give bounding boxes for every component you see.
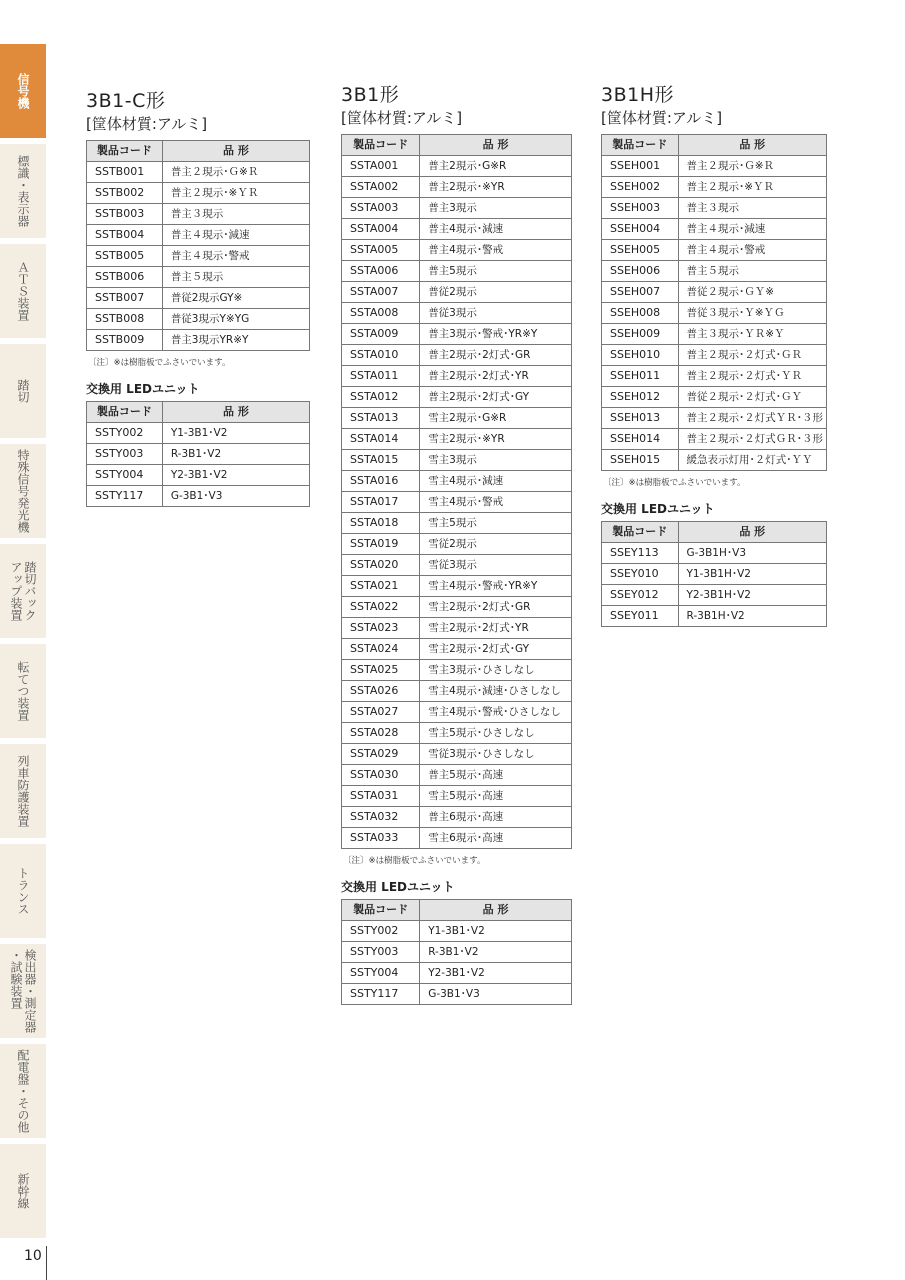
product-code-cell: SSEH009 [602,324,679,345]
product-code-cell: SSEH001 [602,156,679,177]
column-header-name: 品 形 [162,402,309,423]
table-row [342,240,572,261]
table-row [602,408,827,429]
product-name-cell: 普主5現示･高速 [420,765,572,786]
product-code-cell: SSTY002 [342,921,420,942]
product-name-cell: 普主2現示･G※R [420,156,572,177]
table-row [342,177,572,198]
table-row [342,921,572,942]
table-row [342,513,572,534]
sidebar-tab-label: 新幹線 [16,1173,30,1209]
product-name-cell: 雪主5現示･ひさしなし [420,723,572,744]
table-row [602,156,827,177]
product-code-cell: SSTB005 [87,246,163,267]
table-row [342,963,572,984]
product-name-cell: 雪主2現示･2灯式･GY [420,639,572,660]
product-code-cell: SSEH002 [602,177,679,198]
product-name-cell: Y2-3B1･V2 [162,465,309,486]
model-title: 3B1-C形 [86,90,166,112]
column-header-code: 製品コード [602,522,679,543]
product-name-cell: 緩急表示灯用･２灯式･ＹＹ [678,450,827,471]
product-code-cell: SSTB006 [87,267,163,288]
table-row [602,366,827,387]
table-row [342,702,572,723]
sidebar-tab-8[interactable] [0,844,46,938]
product-code-cell: SSEH015 [602,450,679,471]
product-name-cell: 普主4現示･減速 [420,219,572,240]
product-code-cell: SSTA005 [342,240,420,261]
product-code-cell: SSTA028 [342,723,420,744]
table-row [602,282,827,303]
sidebar-tab-5[interactable] [0,544,46,638]
product-name-cell: 普主2現示･2灯式･GY [420,387,572,408]
table-row [87,204,310,225]
product-name-cell: 雪従3現示 [420,555,572,576]
product-name-cell: 雪主4現示･警戒 [420,492,572,513]
product-name-cell: 雪従3現示･ひさしなし [420,744,572,765]
model-title: 3B1形 [341,84,400,106]
table-row [342,618,572,639]
column-header-code: 製品コード [342,135,420,156]
sidebar-tab-label: 信号機 [16,73,30,109]
product-name-cell: 普従３現示･Ｙ※ＹＧ [678,303,827,324]
table-row [342,198,572,219]
sidebar-tab-label: 特殊信号発光機 [16,449,30,533]
product-name-cell: 普主5現示 [420,261,572,282]
product-name-cell: 普主3現示･警戒･YR※Y [420,324,572,345]
product-name-cell: 普主４現示･減速 [678,219,827,240]
table-row [342,366,572,387]
table-row [602,345,827,366]
table-row [87,246,310,267]
product-name-cell: 雪主4現示･減速･ひさしなし [420,681,572,702]
led-unit-heading: 交換用 LEDユニット [86,382,200,396]
product-code-cell: SSTA009 [342,324,420,345]
table-row [87,309,310,330]
table-row [342,492,572,513]
product-code-cell: SSEY113 [602,543,679,564]
sidebar-tab-label: 列車防護装置 [16,755,30,827]
table-row [602,564,827,585]
table-row [87,423,310,444]
model-title: 3B1H形 [601,84,674,106]
footnote: 〔注〕※は樹脂板でふさいでいます。 [343,856,486,866]
column-header-name: 品 形 [420,900,572,921]
product-name-cell: 普従3現示Y※YG [162,309,309,330]
sidebar-tab-7[interactable] [0,744,46,838]
table-header-row [87,141,310,162]
table-row [342,765,572,786]
sidebar-tab-0[interactable] [0,44,46,138]
product-name-cell: 普主５現示 [162,267,309,288]
product-code-cell: SSTA026 [342,681,420,702]
product-name-cell: 普従2現示GY※ [162,288,309,309]
product-code-cell: SSTB003 [87,204,163,225]
product-name-cell: Y1-3B1･V2 [420,921,572,942]
table-row [342,660,572,681]
table-row [342,261,572,282]
sidebar-tab-label: 検出器・測定器 ・試験装置 [9,949,37,1033]
table-row [87,465,310,486]
product-code-cell: SSTA021 [342,576,420,597]
table-row [342,807,572,828]
table-row [602,303,827,324]
product-code-cell: SSTY003 [342,942,420,963]
sidebar-tab-11[interactable] [0,1144,46,1238]
column-header-name: 品 形 [678,135,827,156]
product-name-cell: 普主４現示･警戒 [678,240,827,261]
product-name-cell: 雪主2現示･※YR [420,429,572,450]
product-name-cell: Y2-3B1H･V2 [678,585,827,606]
product-code-cell: SSEY011 [602,606,679,627]
table-row [87,225,310,246]
column-header-name: 品 形 [162,141,309,162]
product-code-cell: SSTA014 [342,429,420,450]
product-code-cell: SSEH014 [602,429,679,450]
sidebar-tab-1[interactable] [0,144,46,238]
product-code-cell: SSTY003 [87,444,163,465]
sidebar-tab-9[interactable] [0,944,46,1038]
product-name-cell: 普主２現示･２灯式ＧＲ･３形 [678,429,827,450]
table-row [342,597,572,618]
product-name-cell: 普主４現示･減速 [162,225,309,246]
table-row [87,183,310,204]
table-row [87,444,310,465]
column-header-name: 品 形 [420,135,572,156]
table-row [602,387,827,408]
product-name-cell: 普主4現示･警戒 [420,240,572,261]
product-table [601,134,827,471]
product-code-cell: SSTA019 [342,534,420,555]
product-name-cell: 雪主4現示･警戒･ひさしなし [420,702,572,723]
product-name-cell: 普主3現示YR※Y [162,330,309,351]
table-row [342,429,572,450]
led-unit-table [86,401,310,507]
sidebar-tab-label: 踏切バック アップ装置 [9,561,37,621]
sidebar-tab-2[interactable] [0,244,46,338]
product-code-cell: SSTA012 [342,387,420,408]
table-row [342,786,572,807]
product-name-cell: 普主４現示･警戒 [162,246,309,267]
product-name-cell: 普主２現示･２灯式ＹＲ･３形 [678,408,827,429]
column-header-code: 製品コード [342,900,420,921]
housing-material: [筐体材質:アルミ] [341,109,463,127]
footnote: 〔注〕※は樹脂板でふさいでいます。 [88,358,231,368]
product-code-cell: SSTA020 [342,555,420,576]
table-row [342,219,572,240]
product-code-cell: SSTY004 [87,465,163,486]
product-name-cell: G-3B1H･V3 [678,543,827,564]
sidebar-tab-3[interactable] [0,344,46,438]
product-code-cell: SSTA016 [342,471,420,492]
product-code-cell: SSTA008 [342,303,420,324]
product-code-cell: SSEH003 [602,198,679,219]
product-name-cell: 雪主2現示･2灯式･YR [420,618,572,639]
housing-material: [筐体材質:アルミ] [601,109,723,127]
sidebar-tab-label: ＡＴＳ装置 [16,261,30,321]
table-row [342,681,572,702]
product-code-cell: SSTA022 [342,597,420,618]
sidebar-tab-label: 踏切 [16,379,30,403]
sidebar-tab-4[interactable] [0,444,46,538]
product-code-cell: SSTB001 [87,162,163,183]
product-code-cell: SSTA004 [342,219,420,240]
product-code-cell: SSTA032 [342,807,420,828]
product-name-cell: 雪主6現示･高速 [420,828,572,849]
product-name-cell: 普主２現示･※ＹＲ [162,183,309,204]
product-name-cell: 雪主4現示･減速 [420,471,572,492]
product-name-cell: 雪従2現示 [420,534,572,555]
table-row [342,555,572,576]
table-row [342,387,572,408]
column-header-code: 製品コード [87,141,163,162]
product-code-cell: SSTA013 [342,408,420,429]
table-row [602,261,827,282]
table-row [342,576,572,597]
product-name-cell: 雪主4現示･警戒･YR※Y [420,576,572,597]
product-name-cell: 雪主5現示 [420,513,572,534]
table-row [342,450,572,471]
product-name-cell: 雪主3現示 [420,450,572,471]
product-table [86,140,310,351]
product-code-cell: SSEH007 [602,282,679,303]
table-row [602,450,827,471]
product-code-cell: SSTA023 [342,618,420,639]
product-code-cell: SSTY117 [87,486,163,507]
product-code-cell: SSEH012 [602,387,679,408]
footnote: 〔注〕※は樹脂板でふさいでいます。 [603,478,746,488]
product-code-cell: SSTY004 [342,963,420,984]
product-name-cell: 普主３現示･ＹＲ※Ｙ [678,324,827,345]
product-name-cell: G-3B1･V3 [420,984,572,1005]
product-name-cell: 普主２現示･Ｇ※Ｒ [162,162,309,183]
table-row [342,471,572,492]
product-code-cell: SSTB004 [87,225,163,246]
table-header-row [342,900,572,921]
product-name-cell: G-3B1･V3 [162,486,309,507]
table-row [87,288,310,309]
product-name-cell: R-3B1･V2 [420,942,572,963]
led-unit-heading: 交換用 LEDユニット [341,880,455,894]
product-code-cell: SSTB007 [87,288,163,309]
housing-material: [筐体材質:アルミ] [86,115,208,133]
table-header-row [602,135,827,156]
product-name-cell: 普主３現示 [678,198,827,219]
table-row [342,534,572,555]
product-code-cell: SSTA024 [342,639,420,660]
product-name-cell: 普主５現示 [678,261,827,282]
table-row [342,303,572,324]
product-code-cell: SSEH010 [602,345,679,366]
column-header-code: 製品コード [87,402,163,423]
product-code-cell: SSEY012 [602,585,679,606]
product-name-cell: R-3B1H･V2 [678,606,827,627]
product-code-cell: SSTA030 [342,765,420,786]
product-code-cell: SSTB008 [87,309,163,330]
table-row [342,744,572,765]
led-unit-table [601,521,827,627]
product-code-cell: SSEY010 [602,564,679,585]
product-code-cell: SSTY117 [342,984,420,1005]
product-code-cell: SSTA031 [342,786,420,807]
table-row [342,156,572,177]
table-row [342,942,572,963]
product-name-cell: Y1-3B1･V2 [162,423,309,444]
column-header-code: 製品コード [602,135,679,156]
product-name-cell: 雪主3現示･ひさしなし [420,660,572,681]
product-name-cell: 普主2現示･※YR [420,177,572,198]
product-code-cell: SSTA033 [342,828,420,849]
product-name-cell: 普主3現示 [420,198,572,219]
product-code-cell: SSTA002 [342,177,420,198]
product-code-cell: SSTA025 [342,660,420,681]
product-code-cell: SSTA029 [342,744,420,765]
table-row [602,324,827,345]
sidebar-tab-label: 標識・表示器 [16,155,30,227]
product-code-cell: SSEH006 [602,261,679,282]
column-header-name: 品 形 [678,522,827,543]
product-code-cell: SSTA015 [342,450,420,471]
table-row [342,984,572,1005]
product-code-cell: SSTA027 [342,702,420,723]
table-row [602,429,827,450]
table-row [342,408,572,429]
product-name-cell: Y1-3B1H･V2 [678,564,827,585]
product-name-cell: 普主2現示･2灯式･GR [420,345,572,366]
product-code-cell: SSEH013 [602,408,679,429]
led-unit-table [341,899,572,1005]
product-name-cell: 雪主2現示･G※R [420,408,572,429]
product-code-cell: SSTA006 [342,261,420,282]
product-name-cell: 普主２現示･Ｇ※Ｒ [678,156,827,177]
table-row [87,330,310,351]
column-3b1 [341,84,572,1005]
table-row [602,240,827,261]
table-row [342,345,572,366]
product-name-cell: 普主6現示･高速 [420,807,572,828]
table-row [602,543,827,564]
table-header-row [87,402,310,423]
product-code-cell: SSEH004 [602,219,679,240]
product-code-cell: SSTA003 [342,198,420,219]
column-3b1h [601,84,827,627]
product-name-cell: 普従2現示 [420,282,572,303]
product-name-cell: 普主２現示･２灯式･ＹＲ [678,366,827,387]
table-row [602,585,827,606]
table-row [87,162,310,183]
product-code-cell: SSTB009 [87,330,163,351]
sidebar-tab-6[interactable] [0,644,46,738]
product-code-cell: SSTA018 [342,513,420,534]
product-name-cell: R-3B1･V2 [162,444,309,465]
product-name-cell: 雪主5現示･高速 [420,786,572,807]
product-code-cell: SSEH005 [602,240,679,261]
table-row [342,723,572,744]
table-row [602,198,827,219]
product-code-cell: SSTA001 [342,156,420,177]
product-code-cell: SSTY002 [87,423,163,444]
table-row [87,486,310,507]
product-code-cell: SSTA010 [342,345,420,366]
product-table [341,134,572,849]
sidebar-tab-label: トランス [16,867,30,915]
product-name-cell: Y2-3B1･V2 [420,963,572,984]
product-name-cell: 普主２現示･２灯式･ＧＲ [678,345,827,366]
product-code-cell: SSTA017 [342,492,420,513]
table-row [342,639,572,660]
sidebar-tab-label: 配電盤・その他 [16,1049,30,1133]
product-name-cell: 普主2現示･2灯式･YR [420,366,572,387]
table-header-row [602,522,827,543]
column-3b1c [86,90,310,507]
product-name-cell: 普主３現示 [162,204,309,225]
product-name-cell: 雪主2現示･2灯式･GR [420,597,572,618]
page-number: 10 [24,1248,42,1264]
table-row [602,219,827,240]
table-row [87,267,310,288]
table-row [342,282,572,303]
page-number-rule [46,1246,47,1280]
product-code-cell: SSTA007 [342,282,420,303]
sidebar-tab-10[interactable] [0,1044,46,1138]
table-row [602,177,827,198]
table-row [342,828,572,849]
product-name-cell: 普従２現示･ＧＹ※ [678,282,827,303]
product-code-cell: SSEH011 [602,366,679,387]
sidebar-tab-label: 転てつ装置 [16,661,30,721]
led-unit-heading: 交換用 LEDユニット [601,502,715,516]
table-row [602,606,827,627]
product-code-cell: SSEH008 [602,303,679,324]
table-header-row [342,135,572,156]
table-row [342,324,572,345]
product-code-cell: SSTB002 [87,183,163,204]
product-name-cell: 普従3現示 [420,303,572,324]
product-code-cell: SSTA011 [342,366,420,387]
product-name-cell: 普主２現示･※ＹＲ [678,177,827,198]
product-name-cell: 普従２現示･２灯式･ＧＹ [678,387,827,408]
